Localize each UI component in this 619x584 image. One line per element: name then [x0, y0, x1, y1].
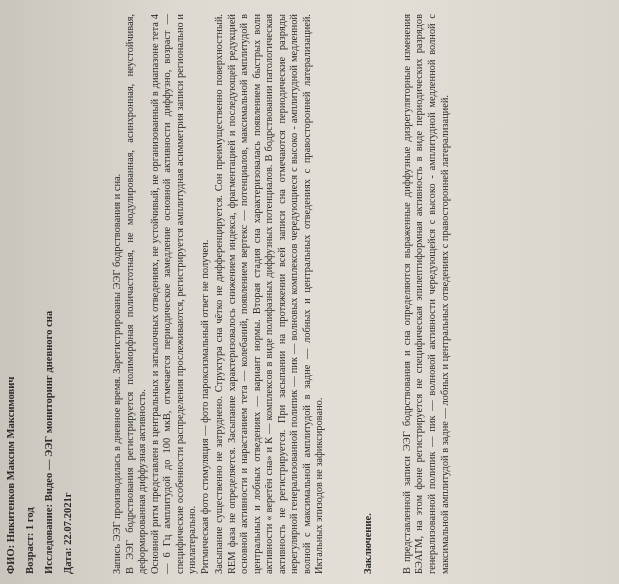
report-body: [112, 14, 327, 574]
report-paragraph-photostim: Ритмическая фото стимуляция — фото пароксизмальный ответ не получен.: [199, 239, 211, 574]
conclusion-text: В представленной записи ЭЭГ бодрствования и сна определяются выраженные диффузные дизрегуляторные изменения БЭАГМ, на этом фоне регистрируется не специфическая эпилептиформная активность в виде периодических разрядов генерализованной полипик — пик — волновой активности чередующейся с высоко - амплитудной медленной волной с максимальной амплитудой в задне — лобных и центральных отведениях с правосторонней латерализацией.: [401, 14, 451, 574]
conclusion-heading: Заключение.: [362, 513, 374, 574]
study-date: Дата: 22.07.2021г: [63, 492, 74, 574]
report-paragraph-sleep: Засыпание существенно не затруднено. Структура сна чётко не дифференцируется. Сон преимущественно поверхностный. REM фаза не определяется. Засыпание характеризовалось снижением индекса, фрагментацией и последующей редукцией основной активности и нарастанием тета — колебаний, появлением вертекс — потенциалов, максимальной амплитудой в центральных и лобных отведениях — вариант нормы. Вторая стадия сна характеризовалась появлением быстрых волн активности « веретён сна» и К — комплексов в виде полифазных диффузных потенциалов. В бодрствовании патологическая активность не регистрируется. При засыпании на протяжении всей записи сна отмечаются периодические разряды нерегулярной генерализованной полипик — пик — волновых комплексов чередующиеся с высоко - амплитудной медленной волной с максимальной амплитудой в задне — лобных и центральных отведениях с правосторонней латерализацией. Иктальных эпизодов не зафиксировано.: [214, 14, 325, 574]
report-paragraph-wake: В ЭЭГ бодрствования регистрируется полиморфная поличастотная, не модулированная, асинхронная, неустойчивая, деформированная диффузная активность.: [124, 14, 148, 574]
report-paragraph-rhythm: Основной ритм представлен в центральных и затылочных отведениях, не устойчивый, не организованный в диапазоне тета 4 — 6 Гц амплитудой до 100 мкВ, отмечается периодическое замедление основной активности диффузно, возраст — специфические особенности распределения прослеживаются, регистрируется амплитудная асимметрия записи регионально и унилатерально.: [149, 14, 198, 574]
study-type: Исследование: Видео — ЭЭГ мониторинг дневного сна: [44, 310, 55, 574]
patient-name: ФИО: Никитенков Максим Максимович: [6, 376, 17, 574]
report-paragraph-intro: Запись ЭЭГ производилась в дневное время. Зарегистрированы ЭЭГ бодрствования и сна.: [112, 173, 123, 574]
patient-age: Возраст: 1 год: [25, 507, 36, 574]
